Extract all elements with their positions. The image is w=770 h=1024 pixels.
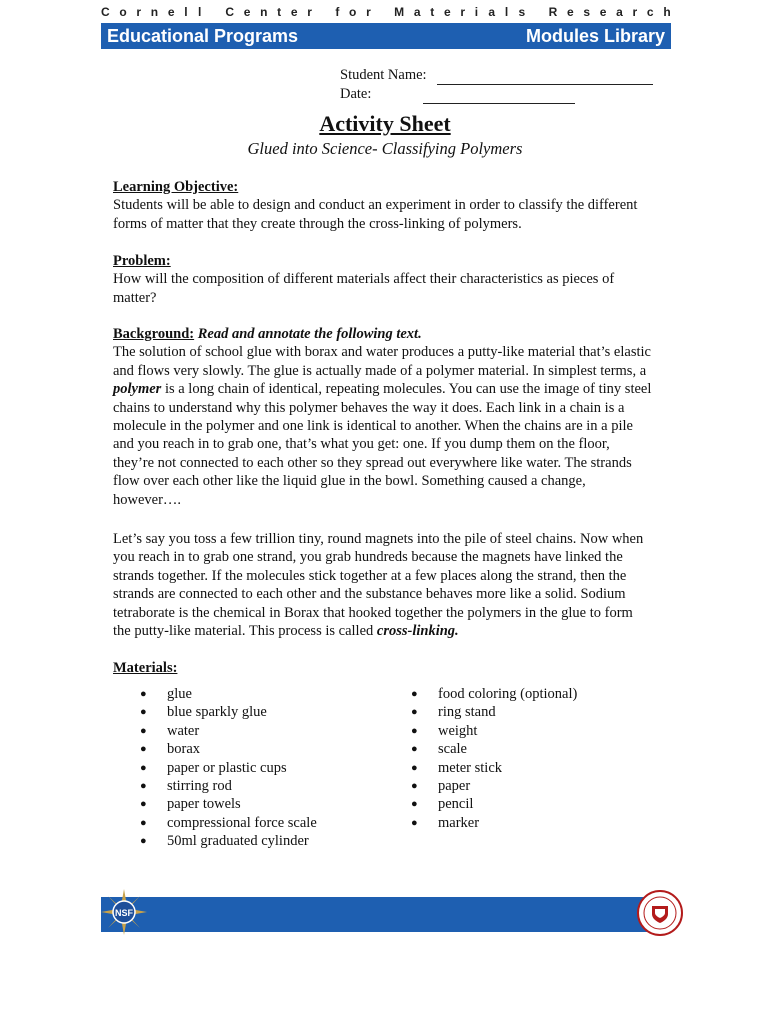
org-letter: s — [518, 5, 526, 19]
list-item: ● 50ml graduated cylinder — [140, 832, 317, 850]
page-header — [101, 2, 671, 48]
materials-list-right — [411, 685, 577, 832]
background-text: The solution of school glue with borax and water produces a putty-like material that’s elastic and flows very slowly. The glue is actually made of a polymer material. In simplest terms, a — [113, 344, 651, 379]
page-subtitle: Glued into Science- Classifying Polymers — [247, 139, 523, 158]
org-letter: r — [136, 5, 142, 19]
org-letter: o — [349, 5, 357, 19]
org-letter: C — [101, 5, 110, 19]
org-letter: R — [548, 5, 558, 19]
org-letter: c — [646, 5, 654, 19]
student-name-label: Student Name: — [340, 67, 427, 83]
list-item: ● paper — [411, 777, 577, 795]
list-item: ● paper or plastic cups — [140, 759, 317, 777]
list-item: ● pencil — [411, 795, 577, 813]
header-band — [101, 23, 671, 49]
org-letter: e — [243, 5, 251, 19]
org-letter: e — [566, 5, 574, 19]
background-text: Let’s say you toss a few trillion tiny, round magnets into the pile of steel chains. Now when you reach in to grab one strand, you grab hundreds because the magnets have linked the strands together. If the molecules stick together at a few places along the strand, then the strands are connected to each other and the substance behaves more like a solid. Sodium tetraborate is the chemical in Borax that hooked together the polymers in the glue to form the putty-like material. This process is called — [113, 531, 644, 640]
list-item: ● meter stick — [411, 759, 577, 777]
student-info — [340, 66, 653, 104]
materials-heading: Materials: — [113, 660, 178, 676]
org-letter: l — [184, 5, 188, 19]
org-letter: n — [260, 5, 268, 19]
org-letter: r — [366, 5, 371, 19]
org-letter: a — [413, 5, 421, 19]
background-heading: Background: — [113, 326, 195, 342]
org-letter: l — [197, 5, 202, 19]
org-letter: t — [277, 5, 282, 19]
problem-section — [113, 252, 653, 307]
list-item: ● stirring rod — [140, 777, 317, 795]
page-title: Activity Sheet — [319, 111, 451, 136]
org-letter: e — [290, 5, 298, 19]
nsf-logo-text: NSF — [115, 908, 133, 918]
background-instruction: Read and annotate the following text. — [197, 326, 422, 342]
org-letter: s — [583, 5, 591, 19]
org-letter: f — [335, 5, 340, 19]
org-letter: M — [394, 5, 405, 19]
list-item: ● compressional force scale — [140, 814, 317, 832]
footer-band — [101, 897, 671, 932]
org-letter: i — [474, 5, 479, 19]
nsf-logo-icon — [101, 889, 147, 935]
org-letter: r — [460, 5, 466, 19]
background-paragraph-2 — [113, 530, 653, 640]
list-item: ● borax — [140, 740, 317, 758]
problem-text: How will the composition of different materials affect their characteristics as pieces of matter? — [113, 271, 615, 306]
org-letter: r — [632, 5, 638, 19]
library-title: Modules Library — [525, 26, 665, 46]
background-section — [113, 325, 653, 509]
objective-text: Students will be able to design and conduct an experiment in order to classify the different forms of matter that they create through the cross-linking of polymers. — [113, 197, 638, 232]
list-item: ● marker — [411, 814, 577, 832]
list-item: ● food coloring (optional) — [411, 685, 577, 703]
org-letter: h — [663, 5, 671, 19]
org-letter: r — [307, 5, 312, 19]
date-field[interactable] — [423, 89, 575, 104]
program-title: Educational Programs — [107, 26, 299, 46]
objective-section — [113, 178, 653, 233]
org-letter: o — [119, 5, 127, 19]
org-letter: a — [488, 5, 496, 19]
student-name-field[interactable] — [437, 70, 653, 85]
background-paragraph-1 — [113, 343, 653, 509]
org-letter: C — [225, 5, 235, 19]
list-item: ● water — [140, 722, 317, 740]
list-item: ● weight — [411, 722, 577, 740]
org-letter: n — [150, 5, 159, 19]
objective-heading: Learning Objective: — [113, 179, 239, 195]
cross-linking-term: cross-linking. — [376, 623, 459, 640]
materials-section — [113, 659, 653, 677]
org-letter: e — [599, 5, 607, 19]
org-letter: e — [443, 5, 451, 19]
list-item: ● paper towels — [140, 795, 317, 813]
list-item: ● ring stand — [411, 703, 577, 721]
list-item: ● scale — [411, 740, 577, 758]
polymer-term: polymer — [113, 381, 162, 398]
org-letter: a — [616, 5, 623, 19]
date-label: Date: — [340, 86, 372, 102]
list-item: ● blue sparkly glue — [140, 703, 317, 721]
org-letter: l — [504, 5, 509, 19]
list-item: ● glue — [140, 685, 317, 703]
background-text: is a long chain of identical, repeating molecules. You can use the image of tiny steel chains to understand why this polymer behaves the way it does. Each link in a chain is a molecule in the polymer and one link is identical to another. When the chains are in a pile and you reach in to grab one, that’s what you get: one. If you dump them on the floor, they’re not connected to each other so they spread out everywhere like water. The strands flow over each other like the liquid glue in the bowl. Something caused a change, however…. — [113, 381, 652, 508]
problem-heading: Problem: — [113, 253, 171, 269]
org-name — [101, 2, 671, 22]
materials-list-left — [140, 685, 317, 851]
org-letter: t — [430, 5, 435, 19]
cornell-seal-icon — [637, 890, 683, 936]
org-letter: e — [167, 5, 175, 19]
